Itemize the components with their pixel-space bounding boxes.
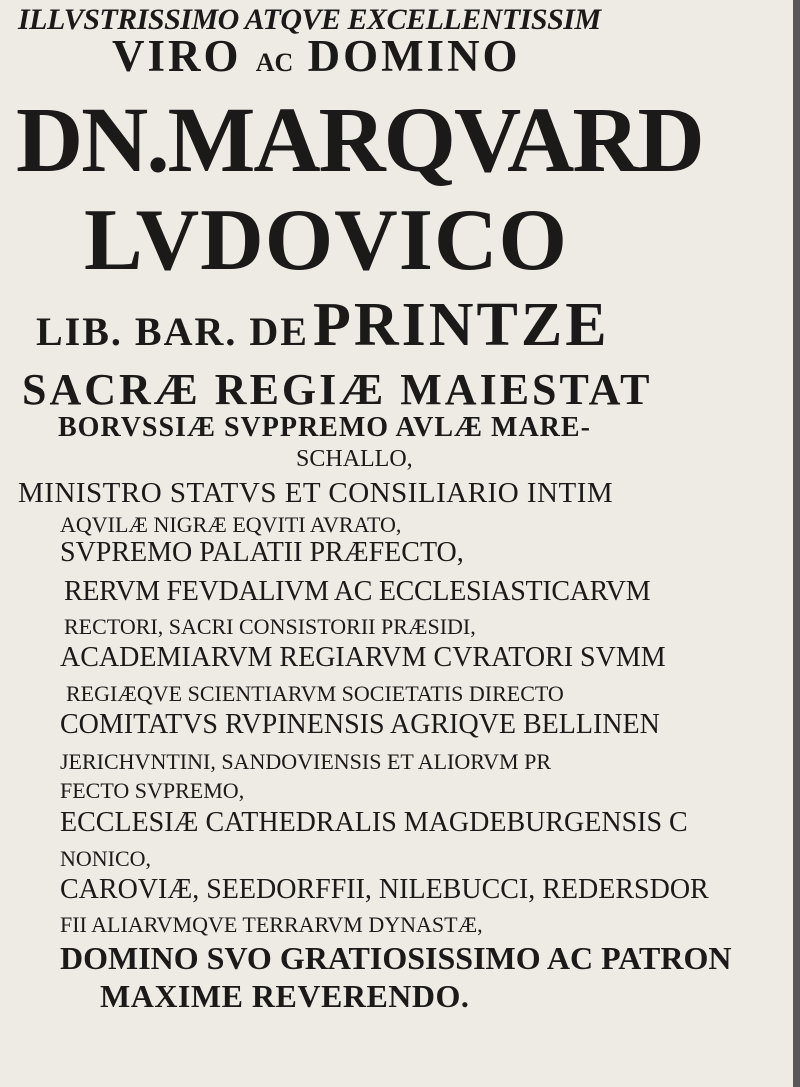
dedicatee-title-line [36, 290, 610, 361]
dedication-line-8: SCHALLO, [296, 446, 413, 472]
word-viro: VIRO [112, 31, 242, 81]
dedication-line-21: CAROVIÆ, SEEDORFFII, NILEBUCCI, REDERSDOR [60, 874, 709, 905]
dedication-line-1: ILLVSTRISSIMO ATQVE EXCELLENTISSIM [18, 3, 601, 36]
dedication-line-20: NONICO, [60, 846, 152, 871]
dedication-line-6: SACRÆ REGIÆ MAIESTAT [22, 365, 653, 414]
dedication-line-17: JERICHVNTINI, SANDOVIENSIS ET ALIORVM PR [60, 749, 552, 774]
word-domino: DOMINO [307, 31, 521, 81]
dedication-line-16: COMITATVS RVPINENSIS AGRIQVE BELLINEN [60, 709, 660, 740]
dedication-line-19: ECCLESIÆ CATHEDRALIS MAGDEBURGENSIS C [60, 807, 688, 838]
dedication-line-18: FECTO SVPREMO, [60, 778, 245, 803]
baron-title: LIB. BAR. DE [36, 309, 309, 354]
dedicatee-first-name: DN.MARQVARD [16, 89, 703, 192]
dedication-line-11: SVPREMO PALATII PRÆFECTO, [60, 537, 464, 568]
dedication-line-7: BORVSSIÆ SVPPREMO AVLÆ MARE- [58, 412, 591, 443]
dedication-line-10: AQVILÆ NIGRÆ EQVITI AVRATO, [60, 512, 402, 537]
page-edge [793, 0, 800, 1087]
dedication-line-15: REGIÆQVE SCIENTIARVM SOCIETATIS DIRECTO [66, 681, 564, 706]
dedication-line-22: FII ALIARVMQVE TERRARVM DYNASTÆ, [60, 912, 483, 937]
dedication-line-12: RERVM FEVDALIVM AC ECCLESIASTICARVM [64, 576, 651, 607]
dedication-line-23: DOMINO SVO GRATIOSISSIMO AC PATRON [60, 940, 732, 976]
dedication-line-2 [112, 30, 521, 82]
dedication-line-24: MAXIME REVERENDO. [100, 978, 470, 1014]
dedication-line-14: ACADEMIARVM REGIARVM CVRATORI SVMM [60, 642, 666, 673]
dedication-line-9: MINISTRO STATVS ET CONSILIARIO INTIM [18, 477, 614, 509]
dedication-line-13: RECTORI, SACRI CONSISTORII PRÆSIDI, [64, 614, 476, 639]
dedicatee-second-name: LVDOVICO [84, 192, 568, 289]
word-ac: AC [255, 48, 294, 77]
surname: PRINTZE [312, 291, 610, 359]
